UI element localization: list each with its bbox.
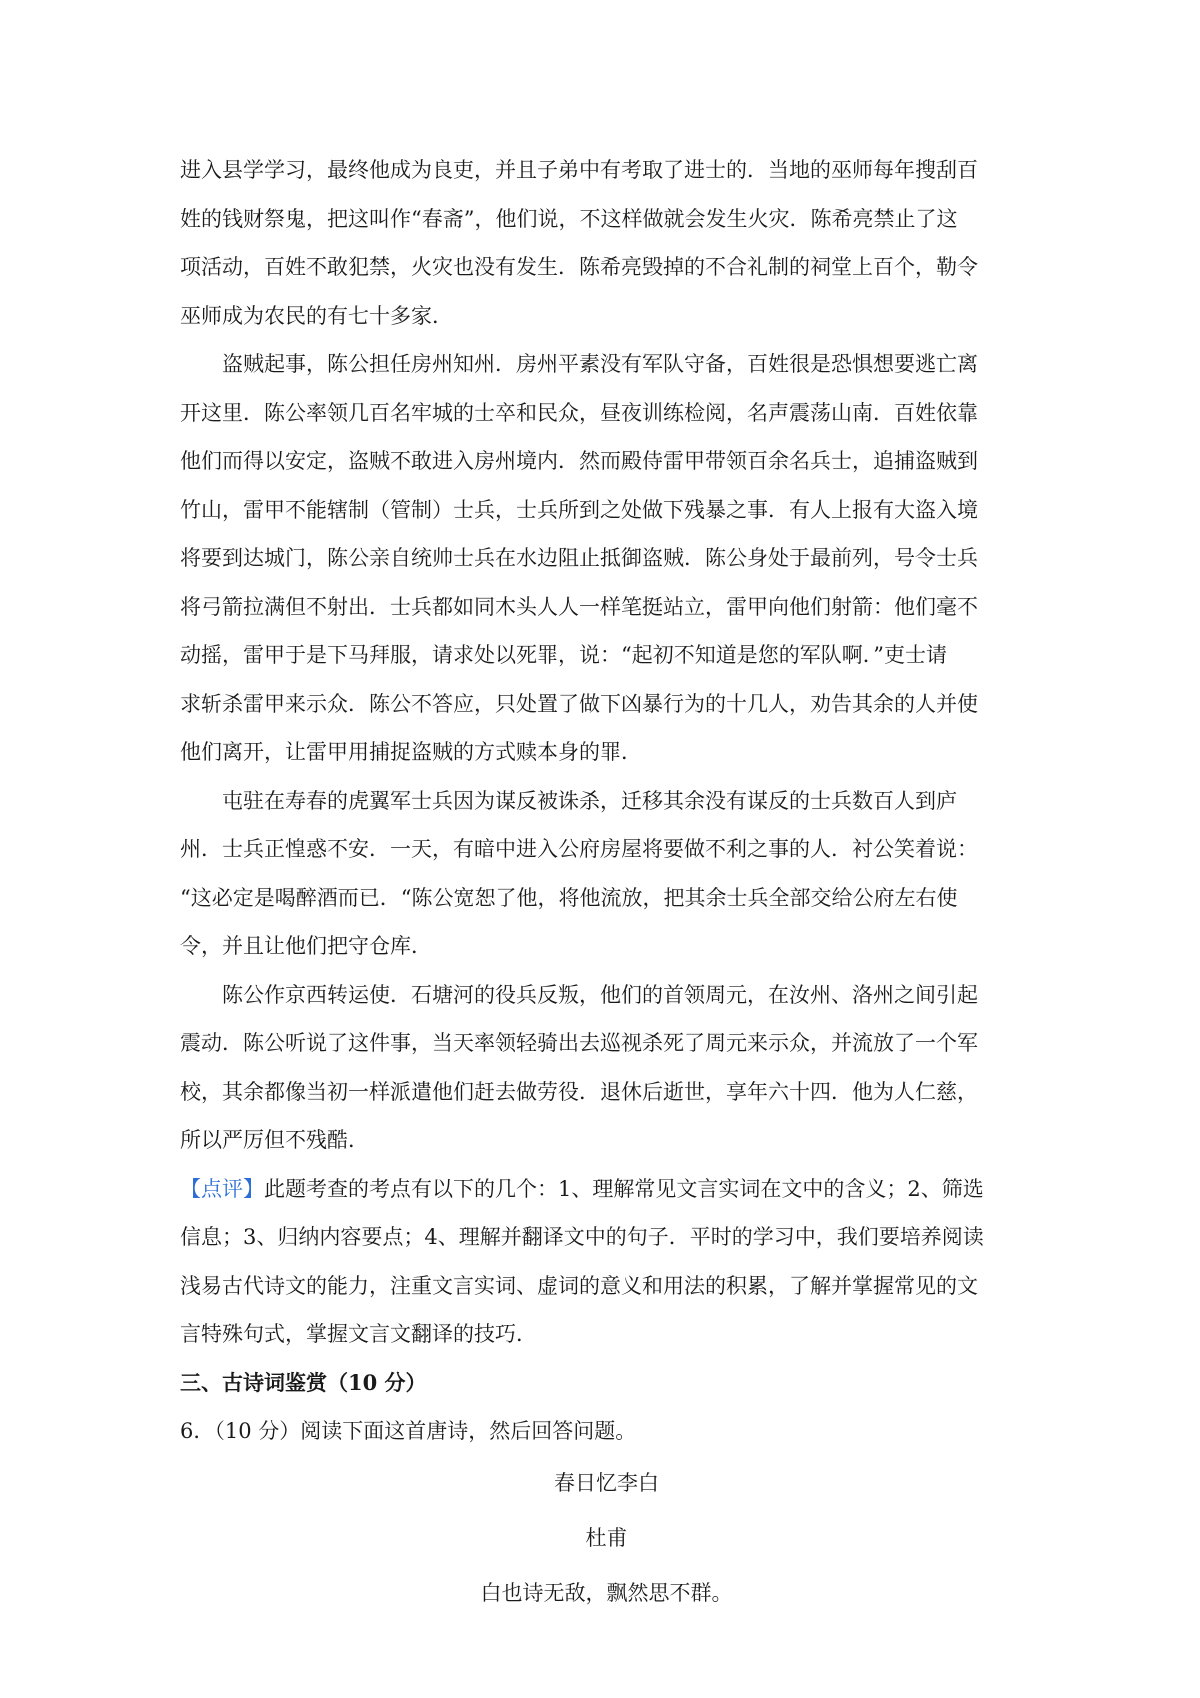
text-line: 屯驻在寿春的虎翼军士兵因为谋反被诛杀，迁移其余没有谋反的士兵数百人到庐	[222, 788, 957, 813]
text-line: 动摇，雷甲于是下马拜服，请求处以死罪，说：“起初不知道是您的军队啊．”吏士请	[180, 643, 947, 667]
text-line: 姓的钱财祭鬼，把这叫作“春斋”，他们说，不这样做就会发生火灾．陈希亮禁止了这	[180, 206, 958, 231]
text-line: 开这里．陈公率领几百名牢城的士卒和民众，昼夜训练检阅，名声震荡山南．百姓依靠	[180, 400, 978, 425]
text-line: 将要到达城门，陈公亲自统帅士兵在水边阻止抵御盗贼．陈公身处于最前列，号令士兵	[180, 546, 978, 570]
text-line: 将弓箭拉满但不射出．士兵都如同木头人人一样笔挺站立，雷甲向他们射箭：他们毫不	[180, 594, 978, 619]
review-text: 此题考查的考点有以下的几个：1、理解常见文言实词在文中的含义；2、筛选	[264, 1176, 984, 1201]
text-line: 震动．陈公听说了这件事，当天率领轻骑出去巡视杀死了周元来示众，并流放了一个军	[180, 1031, 978, 1055]
question-prompt: 6．（10 分）阅读下面这首唐诗，然后回答问题。	[180, 1419, 637, 1443]
text-line: 竹山，雷甲不能辖制（管制）士兵，士兵所到之处做下残暴之事．有人上报有大盗入境	[180, 497, 978, 522]
text-line: “这必定是喝醉酒而已．“陈公宽恕了他，将他流放，把其余士兵全部交给公府左右使	[180, 885, 958, 910]
paragraph-3	[180, 777, 1025, 971]
paragraph-2	[180, 340, 1025, 777]
text-line: 他们而得以安定，盗贼不敢进入房州境内．然而殿侍雷甲带领百余名兵士，追捕盗贼到	[180, 449, 978, 473]
text-line: 浅易古代诗文的能力，注重文言实词、虚词的意义和用法的积累，了解并掌握常见的文	[180, 1273, 978, 1298]
review-tag: 【点评】	[180, 1176, 264, 1201]
text-line	[180, 1165, 1025, 1214]
text-line: 他们离开，让雷甲用捕捉盗贼的方式赎本身的罪．	[180, 740, 642, 764]
text-line: 盗贼起事，陈公担任房州知州．房州平素没有军队守备，百姓很是恐惧想要逃亡离	[222, 352, 978, 376]
text-line: 巫师成为农民的有七十多家．	[180, 303, 453, 328]
text-line: 信息；3、归纳内容要点；4、理解并翻译文中的句子．平时的学习中，我们要培养阅读	[180, 1225, 984, 1249]
poem	[180, 1456, 1025, 1621]
text-line: 令，并且让他们把守仓库．	[180, 934, 432, 958]
review-paragraph	[180, 1165, 1025, 1359]
poem-title: 春日忆李白	[554, 1470, 659, 1495]
paragraph-4	[180, 971, 1025, 1165]
text-line: 项活动，百姓不敢犯禁，火灾也没有发生．陈希亮毁掉的不合礼制的祠堂上百个，勒令	[180, 255, 978, 279]
text-line: 言特殊句式，掌握文言文翻译的技巧．	[180, 1322, 537, 1346]
section-heading: 三、古诗词鉴赏（10 分）	[180, 1369, 427, 1395]
text-line: 所以严厉但不残酷．	[180, 1128, 369, 1152]
paragraph-1	[180, 146, 1025, 340]
text-line: 求斩杀雷甲来示众．陈公不答应，只处置了做下凶暴行为的十几人，劝告其余的人并使	[180, 691, 978, 716]
text-line: 陈公作京西转运使．石塘河的役兵反叛，他们的首领周元，在汝州、洛州之间引起	[222, 982, 978, 1007]
document-body	[180, 146, 1025, 1621]
text-line: 校，其余都像当初一样派遣他们赶去做劳役．退休后逝世，享年六十四．他为人仁慈，	[180, 1079, 978, 1104]
poem-verse: 白也诗无敌，飘然思不群。	[480, 1580, 733, 1605]
poem-author: 杜甫	[585, 1525, 628, 1550]
text-line: 州．士兵正惶惑不安．一天，有暗中进入公府房屋将要做不利之事的人．衬公笑着说：	[180, 837, 978, 861]
text-line: 进入县学学习，最终他成为良吏，并且子弟中有考取了进士的．当地的巫师每年搜刮百	[180, 158, 978, 182]
